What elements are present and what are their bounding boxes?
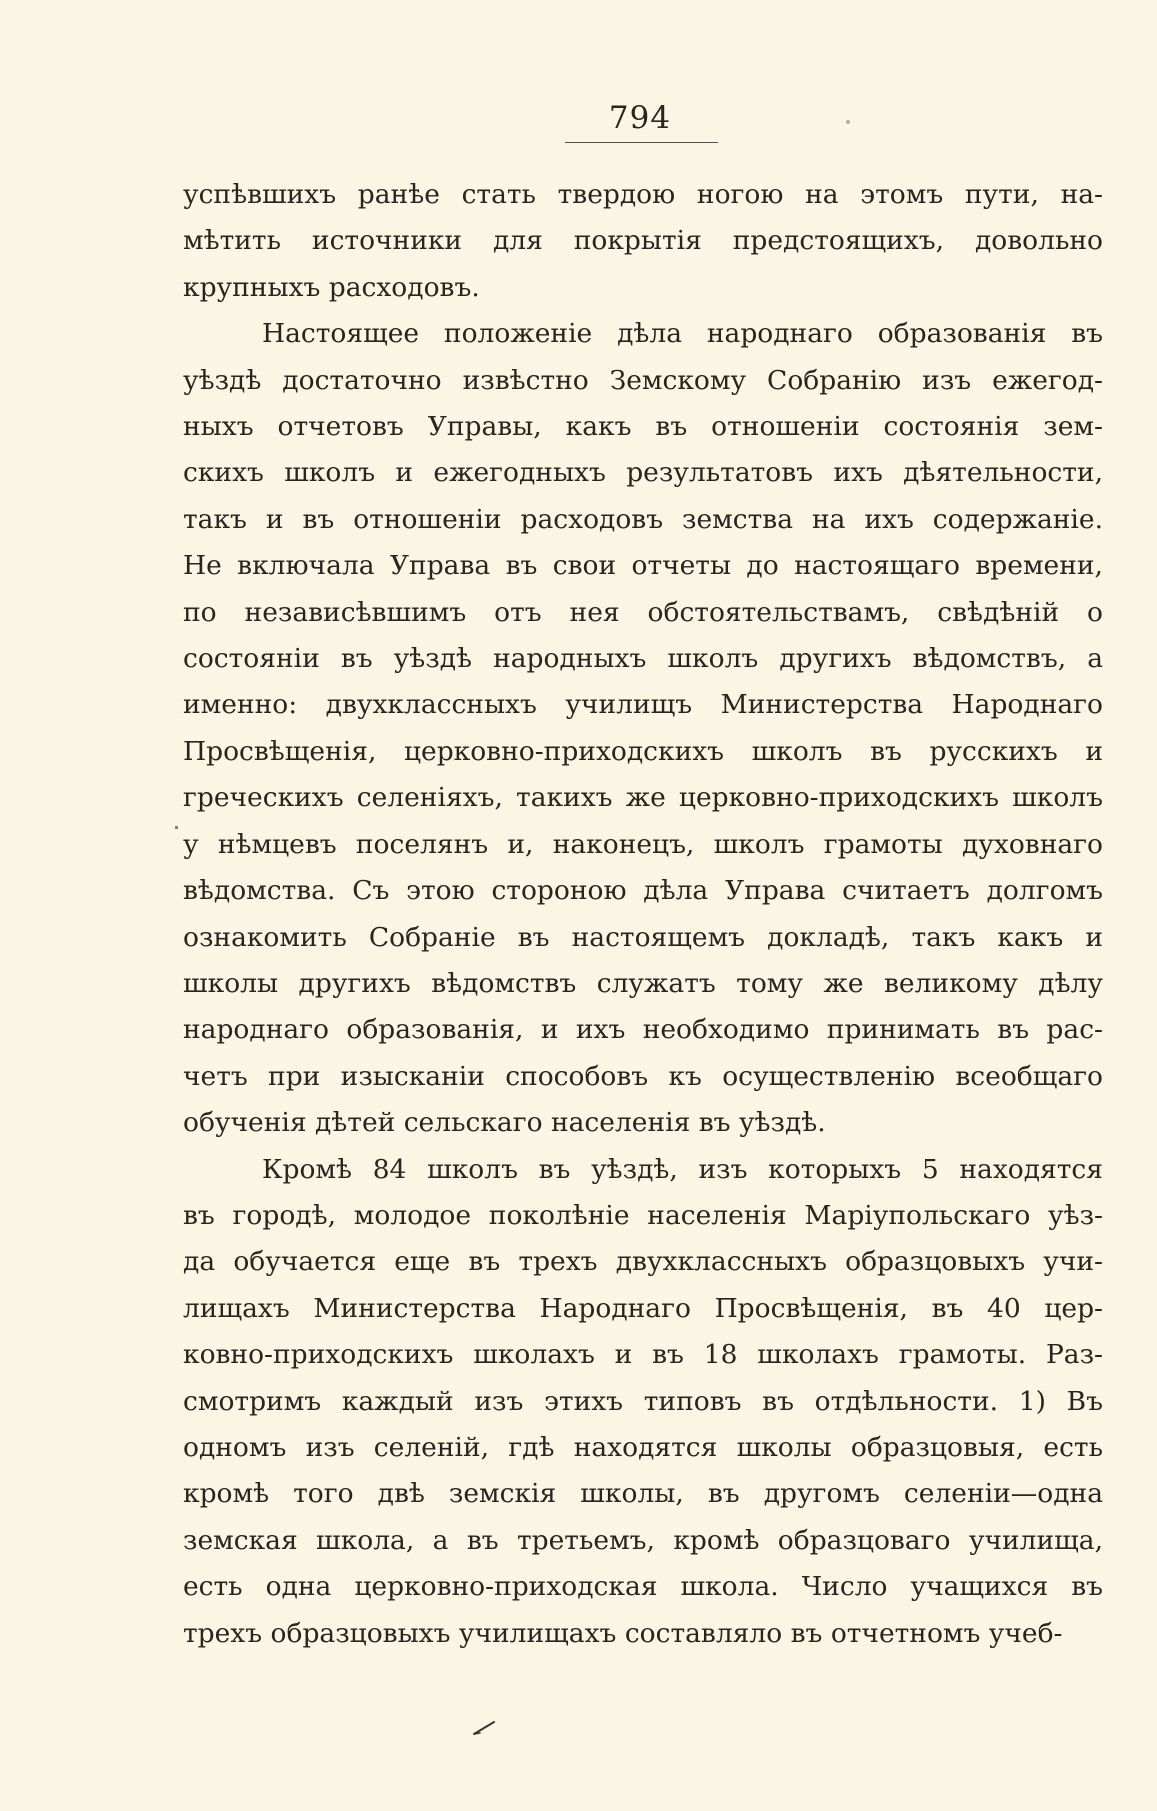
text-line: ознакомить Собраніе въ настоящемъ докладѣ, такъ какъ и	[183, 921, 1103, 953]
text-line: да обучается еще въ трехъ двухклассныхъ образцовыхъ учи-	[183, 1246, 1103, 1278]
text-line: народнаго образованія, и ихъ необходимо принимать въ рас-	[183, 1014, 1103, 1046]
text-line: мѣтить источники для покрытія предстоящихъ, довольно	[183, 225, 1103, 257]
text-line: успѣвшихъ ранѣе стать твердою ногою на этомъ пути, на-	[183, 179, 1103, 210]
text-line: четъ при изысканіи способовъ къ осуществленію всеобщаго	[183, 1060, 1103, 1092]
paragraph	[183, 311, 1103, 1146]
page-number: 794	[608, 100, 672, 136]
text-line: такъ и въ отношеніи расходовъ земства на ихъ содержаніе.	[183, 503, 1103, 535]
margin-mark	[175, 826, 178, 829]
text-line: лищахъ Министерства Народнаго Просвѣщенія, въ 40 цер-	[183, 1292, 1103, 1324]
text-line: именно: двухклассныхъ училищъ Министерства Народнаго	[183, 689, 1103, 721]
text-line: есть одна церковно-приходская школа. Число учащихся въ	[183, 1571, 1103, 1603]
print-dot	[846, 120, 850, 124]
text-line: Кромѣ 84 школъ въ уѣздѣ, изъ которыхъ 5 находятся	[262, 1153, 1103, 1185]
text-line: скихъ школъ и ежегодныхъ результатовъ ихъ дѣятельности,	[183, 457, 1103, 489]
text-line: ковно-приходскихъ школахъ и въ 18 школахъ грамоты. Раз-	[183, 1339, 1103, 1371]
text-line: школы другихъ вѣдомствъ служатъ тому же великому дѣлу	[183, 967, 1103, 999]
text-line: состояніи въ уѣздѣ народныхъ школъ другихъ вѣдомствъ, а	[183, 643, 1103, 675]
body-text	[183, 172, 1103, 1657]
text-line: Настоящее положеніе дѣла народнаго образованія въ	[262, 318, 1103, 350]
text-line: уѣздѣ достаточно извѣстно Земскому Собранію изъ ежегод-	[183, 364, 1103, 396]
text-line: одномъ изъ селеній, гдѣ находятся школы образцовыя, есть	[183, 1431, 1103, 1463]
text-line: ныхъ отчетовъ Управы, какъ въ отношеніи состоянія зем-	[183, 411, 1103, 443]
text-line: Не включала Управа въ свои отчеты до настоящаго времени,	[183, 550, 1103, 582]
page-number-rule	[565, 142, 718, 143]
text-line: по независѣвшимъ отъ нея обстоятельствамъ, свѣдѣній о	[183, 596, 1103, 628]
text-line: земская школа, а въ третьемъ, кромѣ образцоваго училища,	[183, 1524, 1103, 1556]
paragraph	[183, 172, 1103, 311]
pencil-mark-icon	[472, 1720, 496, 1736]
text-line: кромѣ того двѣ земскія школы, въ другомъ селеніи—одна	[183, 1478, 1103, 1510]
text-line: трехъ образцовыхъ училищахъ составляло въ отчетномъ учеб-	[183, 1617, 1063, 1649]
text-line: Просвѣщенія, церковно-приходскихъ школъ въ русскихъ и	[183, 735, 1103, 767]
text-line: у нѣмцевъ поселянъ и, наконецъ, школъ грамоты духовнаго	[183, 828, 1103, 860]
text-line: греческихъ селеніяхъ, такихъ же церковно-приходскихъ школъ	[183, 782, 1103, 814]
text-line: обученія дѣтей сельскаго населенія въ уѣздѣ.	[183, 1107, 826, 1139]
text-line: смотримъ каждый изъ этихъ типовъ въ отдѣльности. 1) Въ	[183, 1385, 1103, 1417]
paragraph	[183, 1147, 1103, 1657]
text-line: въ городѣ, молодое поколѣніе населенія Маріупольскаго уѣз-	[183, 1199, 1103, 1231]
text-line: вѣдомства. Съ этою стороною дѣла Управа считаетъ долгомъ	[183, 875, 1103, 907]
text-line: крупныхъ расходовъ.	[183, 271, 480, 303]
